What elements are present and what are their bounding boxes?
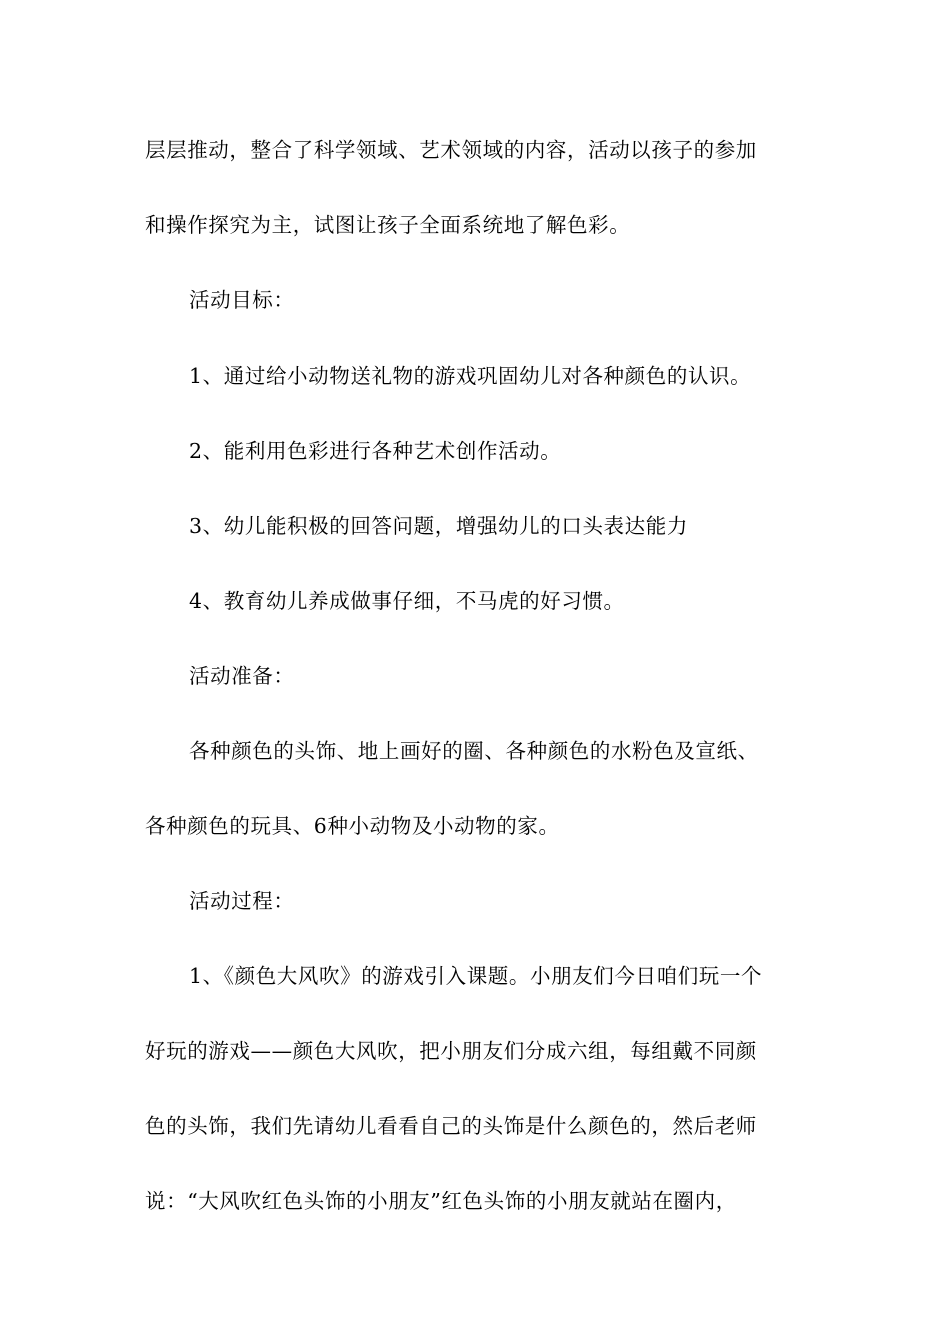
section-heading-process: 活动过程： <box>189 889 295 913</box>
paragraph-line: 和操作探究为主，试图让孩子全面系统地了解色彩。 <box>145 213 631 237</box>
paragraph-line: 1、《颜色大风吹》的游戏引入课题。小朋友们今日咱们玩一个 <box>189 964 763 988</box>
paragraph-line: 层层推动，整合了科学领域、艺术领域的内容，活动以孩子的参加 <box>145 138 757 162</box>
section-heading-preparation: 活动准备： <box>189 664 295 688</box>
paragraph-line: 各种颜色的玩具、6种小动物及小动物的家。 <box>145 814 560 838</box>
list-item: 3、幼儿能积极的回答问题，增强幼儿的口头表达能力 <box>189 514 688 538</box>
list-item: 4、教育幼儿养成做事仔细，不马虎的好习惯。 <box>189 589 625 613</box>
paragraph-line: 各种颜色的头饰、地上画好的圈、各种颜色的水粉色及宣纸、 <box>189 739 759 763</box>
paragraph-line: 好玩的游戏——颜色大风吹，把小朋友们分成六组，每组戴不同颜 <box>145 1039 757 1063</box>
paragraph-line: 色的头饰，我们先请幼儿看看自己的头饰是什么颜色的，然后老师 <box>145 1114 757 1138</box>
section-heading-goals: 活动目标： <box>189 288 295 312</box>
list-item: 1、通过给小动物送礼物的游戏巩固幼儿对各种颜色的认识。 <box>189 364 752 388</box>
paragraph-line: 说：“大风吹红色头饰的小朋友”红色头饰的小朋友就站在圈内， <box>145 1189 737 1213</box>
list-item: 2、能利用色彩进行各种艺术创作活动。 <box>189 439 562 463</box>
